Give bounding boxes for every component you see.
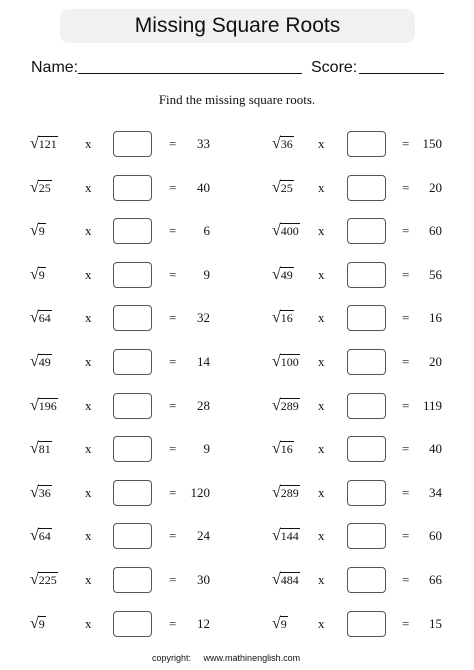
score-label: Score:: [311, 59, 358, 76]
square-root-icon: √: [30, 179, 39, 196]
times-sign: x: [318, 616, 325, 631]
square-root-expression: [272, 131, 294, 157]
result-value: 34: [429, 485, 442, 500]
radicand: 49: [38, 354, 51, 369]
result-value: 30: [197, 572, 210, 587]
answer-box[interactable]: [347, 262, 386, 288]
name-field[interactable]: [78, 73, 302, 74]
radicand: 144: [280, 528, 299, 543]
radicand: 25: [38, 180, 51, 195]
answer-box[interactable]: [347, 175, 386, 201]
square-root-icon: √: [30, 266, 39, 283]
problem-row: [0, 175, 474, 201]
equals-sign: =: [169, 572, 177, 587]
square-root-expression: [272, 218, 300, 244]
result-value: 24: [197, 528, 210, 543]
result-value: 14: [197, 354, 210, 369]
times-sign: x: [85, 180, 92, 195]
square-root-icon: √: [30, 397, 39, 414]
times-sign: x: [85, 485, 92, 500]
equals-sign: =: [169, 223, 177, 238]
result-value: 60: [429, 223, 442, 238]
square-root-icon: √: [30, 222, 39, 239]
result-value: 40: [429, 441, 442, 456]
square-root-expression: [272, 349, 300, 375]
times-sign: x: [85, 223, 92, 238]
times-sign: x: [85, 354, 92, 369]
radicand: 289: [280, 485, 299, 500]
equals-sign: =: [169, 616, 177, 631]
radicand: 400: [280, 223, 299, 238]
equals-sign: =: [169, 136, 177, 151]
page-title: Missing Square Roots: [134, 14, 341, 37]
problem-row: [0, 305, 474, 331]
times-sign: x: [318, 354, 325, 369]
result-value: 9: [203, 441, 210, 456]
equals-sign: =: [169, 398, 177, 413]
times-sign: x: [318, 310, 325, 325]
score-field[interactable]: [359, 73, 444, 74]
equals-sign: =: [402, 180, 410, 195]
radicand: 49: [280, 267, 293, 282]
result-value: 28: [197, 398, 210, 413]
result-value: 32: [197, 310, 210, 325]
square-root-expression: [272, 480, 300, 506]
square-root-icon: √: [272, 484, 281, 501]
result-value: 60: [429, 528, 442, 543]
answer-box[interactable]: [347, 567, 386, 593]
equals-sign: =: [169, 180, 177, 195]
square-root-icon: √: [30, 571, 39, 588]
result-value: 15: [429, 616, 442, 631]
radicand: 121: [38, 136, 57, 151]
equals-sign: =: [169, 310, 177, 325]
radicand: 9: [38, 267, 45, 282]
radicand: 64: [38, 528, 51, 543]
square-root-icon: √: [30, 484, 39, 501]
times-sign: x: [85, 267, 92, 282]
problem-row: [0, 480, 474, 506]
square-root-icon: √: [272, 440, 281, 457]
problem-row: [0, 131, 474, 157]
square-root-expression: [272, 305, 294, 331]
square-root-icon: √: [272, 397, 281, 414]
result-value: 20: [429, 354, 442, 369]
problem-row: [0, 611, 474, 637]
square-root-expression: [272, 567, 300, 593]
times-sign: x: [85, 441, 92, 456]
square-root-icon: √: [30, 440, 39, 457]
times-sign: x: [85, 398, 92, 413]
radicand: 100: [280, 354, 299, 369]
answer-box[interactable]: [347, 393, 386, 419]
square-root-expression: [272, 175, 294, 201]
times-sign: x: [85, 310, 92, 325]
times-sign: x: [318, 180, 325, 195]
equals-sign: =: [169, 528, 177, 543]
result-value: 9: [203, 267, 210, 282]
equals-sign: =: [402, 398, 410, 413]
answer-box[interactable]: [347, 436, 386, 462]
answer-box[interactable]: [347, 218, 386, 244]
times-sign: x: [85, 572, 92, 587]
square-root-icon: √: [272, 266, 281, 283]
square-root-expression: [272, 262, 294, 288]
equals-sign: =: [402, 616, 410, 631]
square-root-icon: √: [272, 222, 281, 239]
radicand: 289: [280, 398, 299, 413]
equals-sign: =: [169, 354, 177, 369]
square-root-expression: [272, 611, 288, 637]
radicand: 25: [280, 180, 293, 195]
square-root-icon: √: [272, 527, 281, 544]
times-sign: x: [85, 528, 92, 543]
result-value: 16: [429, 310, 442, 325]
answer-box[interactable]: [347, 131, 386, 157]
instructions: Find the missing square roots.: [158, 92, 316, 107]
equals-sign: =: [169, 485, 177, 500]
radicand: 9: [280, 616, 287, 631]
copyright-url: www.mathinenglish.com: [203, 653, 301, 663]
times-sign: x: [85, 136, 92, 151]
square-root-icon: √: [272, 135, 281, 152]
equals-sign: =: [402, 485, 410, 500]
square-root-icon: √: [30, 309, 39, 326]
result-value: 6: [203, 223, 210, 238]
equals-sign: =: [402, 310, 410, 325]
radicand: 9: [38, 223, 45, 238]
result-value: 12: [197, 616, 210, 631]
problem-row: [0, 436, 474, 462]
radicand: 16: [280, 310, 293, 325]
times-sign: x: [318, 267, 325, 282]
times-sign: x: [318, 485, 325, 500]
square-root-icon: √: [272, 571, 281, 588]
problem-row: [0, 567, 474, 593]
answer-box[interactable]: [347, 523, 386, 549]
radicand: 64: [38, 310, 51, 325]
square-root-icon: √: [30, 353, 39, 370]
radicand: 81: [38, 441, 51, 456]
result-value: 40: [197, 180, 210, 195]
times-sign: x: [318, 223, 325, 238]
problem-row: [0, 523, 474, 549]
problem-row: [0, 393, 474, 419]
times-sign: x: [318, 136, 325, 151]
answer-box[interactable]: [347, 349, 386, 375]
square-root-icon: √: [272, 179, 281, 196]
times-sign: x: [85, 616, 92, 631]
equals-sign: =: [402, 528, 410, 543]
equals-sign: =: [402, 223, 410, 238]
times-sign: x: [318, 528, 325, 543]
result-value: 20: [429, 180, 442, 195]
square-root-expression: [272, 393, 300, 419]
radicand: 16: [280, 441, 293, 456]
copyright-footer: [152, 653, 300, 663]
square-root-icon: √: [272, 353, 281, 370]
answer-box[interactable]: [347, 305, 386, 331]
radicand: 484: [280, 572, 299, 587]
equals-sign: =: [402, 136, 410, 151]
times-sign: x: [318, 398, 325, 413]
copyright-label: copyright:: [152, 653, 192, 663]
radicand: 36: [38, 485, 51, 500]
radicand: 196: [38, 398, 57, 413]
answer-box[interactable]: [347, 480, 386, 506]
result-value: 66: [429, 572, 442, 587]
answer-box[interactable]: [347, 611, 386, 637]
result-value: 150: [422, 136, 442, 151]
equals-sign: =: [169, 441, 177, 456]
equals-sign: =: [402, 572, 410, 587]
result-value: 120: [190, 485, 210, 500]
name-label: Name:: [31, 59, 79, 76]
problem-row: [0, 262, 474, 288]
result-value: 56: [429, 267, 442, 282]
times-sign: x: [318, 572, 325, 587]
result-value: 119: [422, 398, 442, 413]
problem-row: [0, 349, 474, 375]
equals-sign: =: [169, 267, 177, 282]
equals-sign: =: [402, 354, 410, 369]
radicand: 9: [38, 616, 45, 631]
square-root-icon: √: [30, 527, 39, 544]
square-root-icon: √: [272, 615, 281, 632]
square-root-icon: √: [272, 309, 281, 326]
times-sign: x: [318, 441, 325, 456]
square-root-icon: √: [30, 135, 39, 152]
square-root-icon: √: [30, 615, 39, 632]
problem-row: [0, 218, 474, 244]
result-value: 33: [197, 136, 210, 151]
radicand: 225: [38, 572, 57, 587]
square-root-expression: [272, 523, 300, 549]
equals-sign: =: [402, 441, 410, 456]
square-root-expression: [272, 436, 294, 462]
equals-sign: =: [402, 267, 410, 282]
radicand: 36: [280, 136, 293, 151]
